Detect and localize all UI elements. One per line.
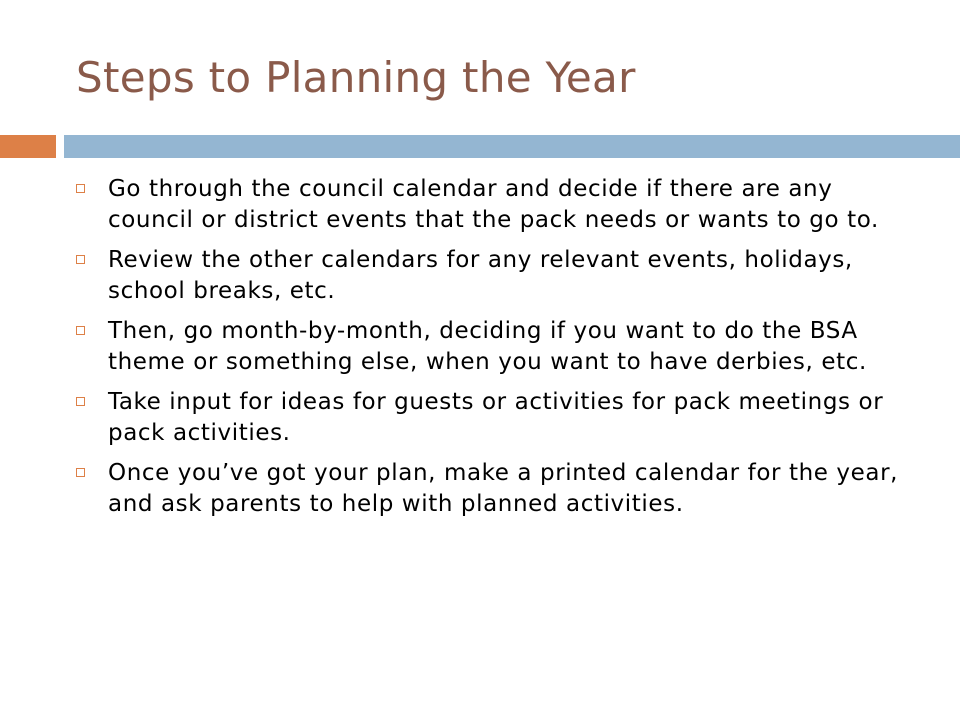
title-underline-bar xyxy=(64,135,960,158)
square-bullet-icon xyxy=(76,255,85,264)
accent-bar xyxy=(0,135,56,158)
bullet-item xyxy=(76,458,916,520)
square-bullet-icon xyxy=(76,184,85,193)
bullet-item xyxy=(76,245,916,307)
bullet-text: Then, go month-by-month, deciding if you want to do the BSA theme or something else, when you want to have derbies, etc. xyxy=(108,318,867,375)
bullet-text: Once you’ve got your plan, make a printed calendar for the year, and ask parents to help with planned activities. xyxy=(108,460,899,517)
bullet-text: Review the other calendars for any relevant events, holidays, school breaks, etc. xyxy=(108,247,853,304)
bullet-text: Go through the council calendar and decide if there are any council or district events that the pack needs or wants to go to. xyxy=(108,176,879,233)
bullet-list xyxy=(76,174,916,529)
bullet-text: Take input for ideas for guests or activities for pack meetings or pack activities. xyxy=(108,389,884,446)
square-bullet-icon xyxy=(76,397,85,406)
bullet-item xyxy=(76,174,916,236)
square-bullet-icon xyxy=(76,468,85,477)
bullet-item xyxy=(76,387,916,449)
square-bullet-icon xyxy=(76,326,85,335)
slide-title: Steps to Planning the Year xyxy=(76,53,636,102)
bullet-item xyxy=(76,316,916,378)
